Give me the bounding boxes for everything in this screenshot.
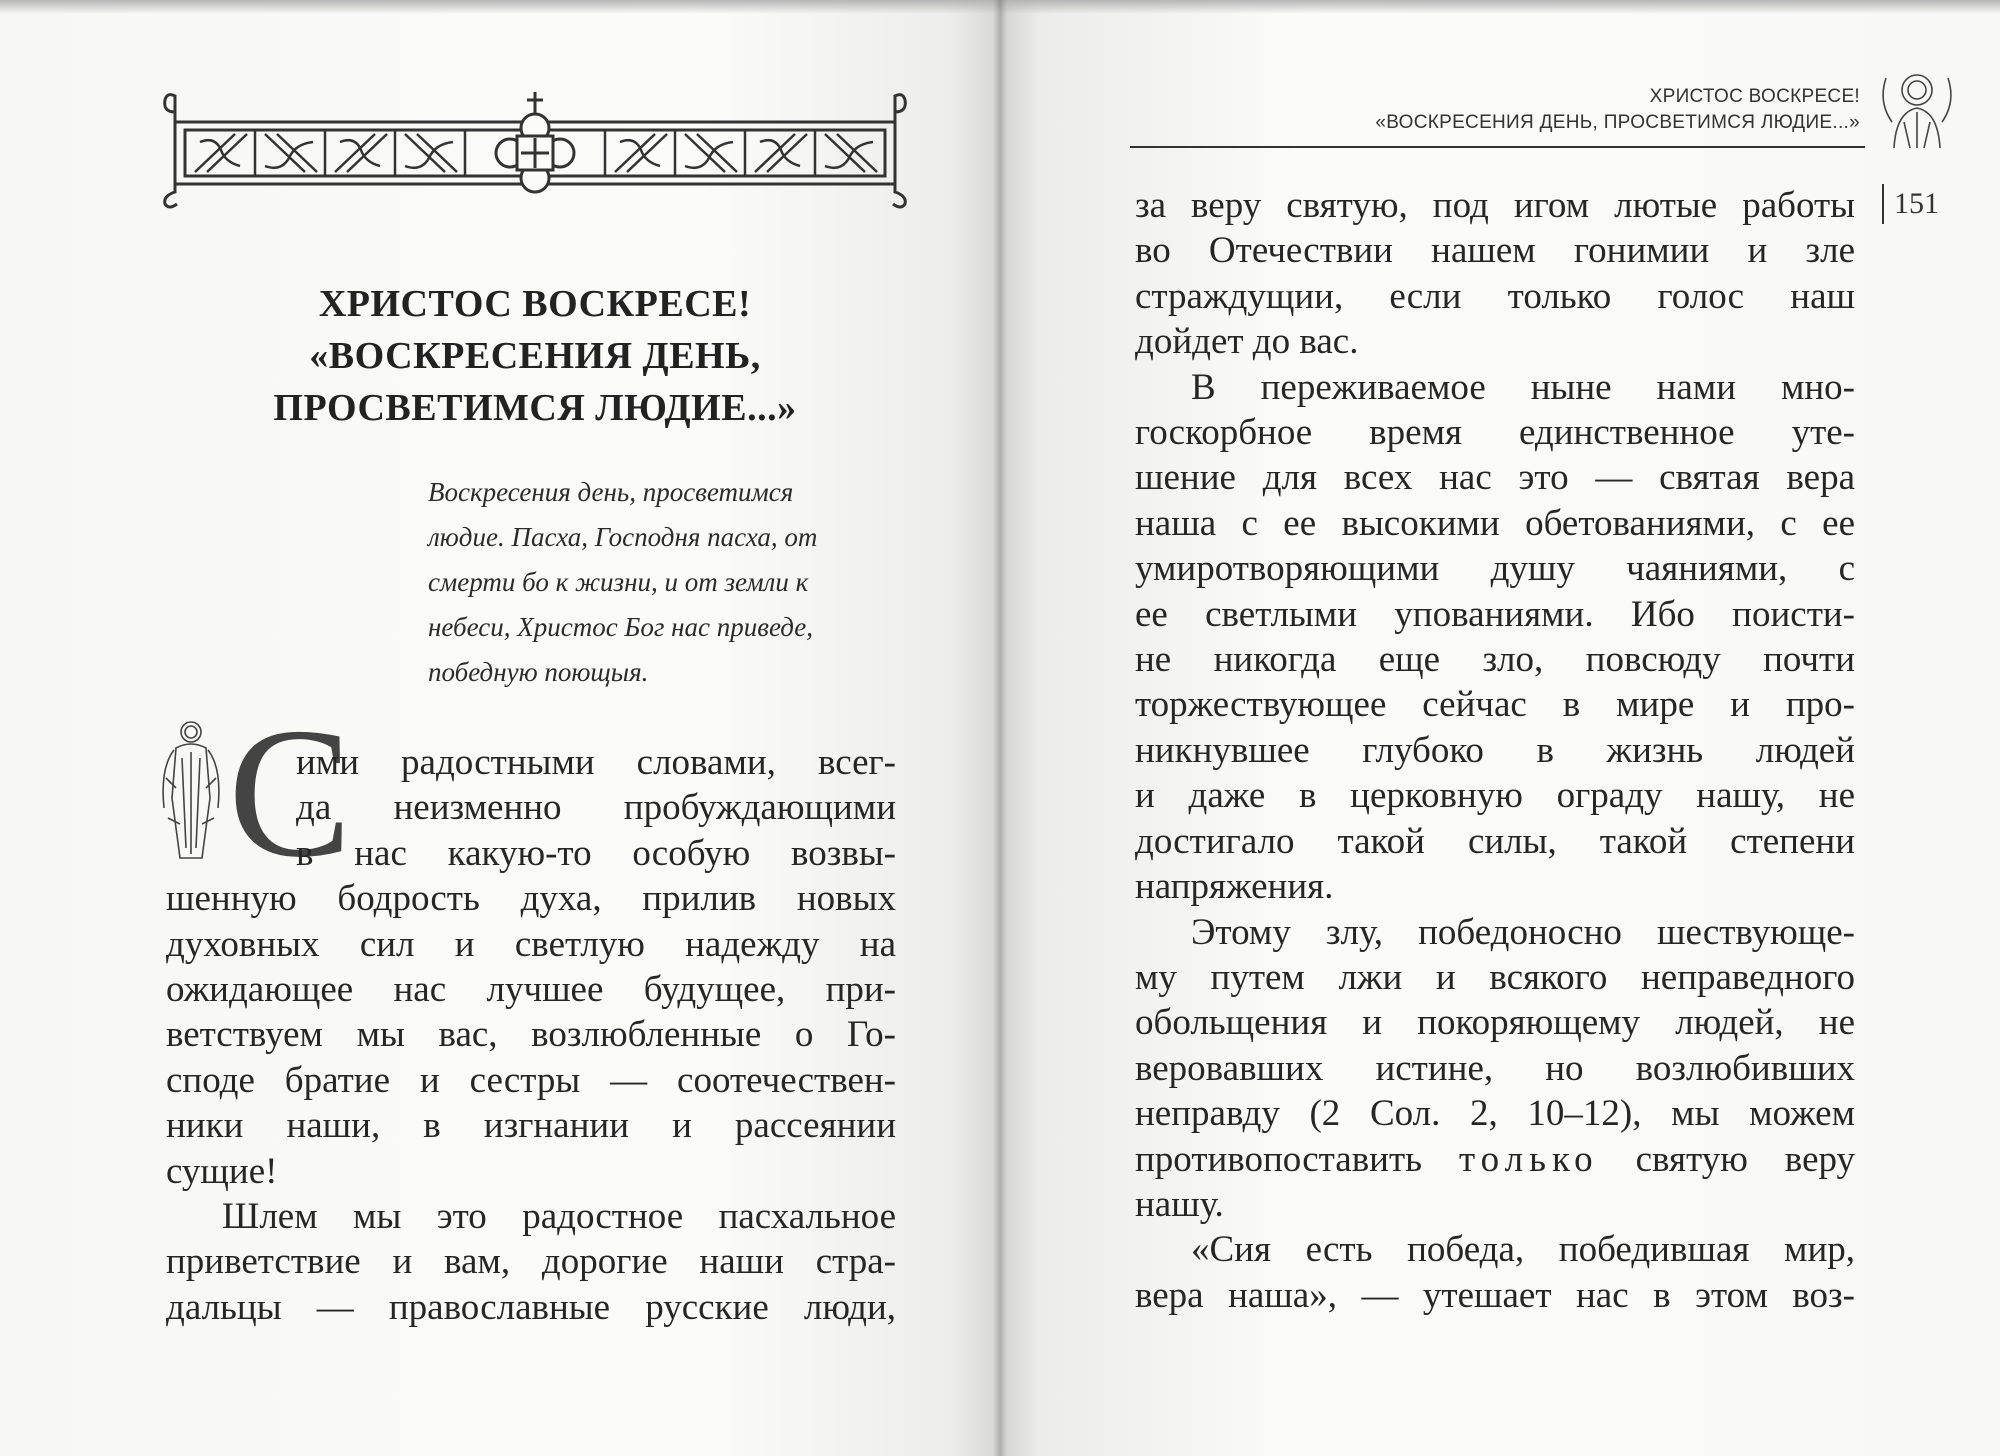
epigraph-line: смерти бо к жизни, и от земли к (428, 567, 809, 597)
text-line: наша с ее высокими обетованиями, с ее (1135, 502, 1855, 544)
text-line: торжествующее сейчас в мире и про- (1135, 684, 1855, 726)
epigraph-line: небеси, Христос Бог нас приведе, (428, 612, 814, 642)
text-segment: святую веру (1635, 1138, 1855, 1180)
text-line: ими радостными словами, всег- (296, 742, 896, 783)
text-line: Этому злу, победоносно шествующе- (1191, 911, 1855, 953)
epigraph (428, 470, 898, 695)
right-body-text (1135, 183, 1855, 1318)
title-line: ХРИСТОС ВОСКРЕСЕ! (318, 283, 752, 325)
text-line: веровавших истине, но возлюбивших (1135, 1047, 1855, 1089)
text-line: му путем лжи и всякого неправедного (1135, 956, 1855, 998)
running-head-line: «ВОСКРЕСЕНИЯ ДЕНЬ, ПРОСВЕТИМСЯ ЛЮДИЕ...» (1375, 112, 1860, 133)
text-line: споде братие и сестры — соотечествен- (166, 1059, 896, 1101)
page-number: 151 (1882, 184, 1939, 224)
text-line: и даже в церковную ограду нашу, не (1135, 775, 1855, 817)
spaced-word: только (1458, 1138, 1599, 1180)
header-rule (1130, 146, 1865, 148)
book-gutter (993, 0, 1007, 1456)
running-head-line: ХРИСТОС ВОСКРЕСЕ! (1649, 86, 1860, 107)
text-line: Шлем мы это радостное пасхальное (222, 1196, 896, 1238)
text-line-spaced (1135, 1137, 1855, 1182)
text-line: нашу. (1135, 1183, 1224, 1225)
angel-head-icon (1874, 62, 1960, 148)
text-line: дойдет до вас. (1135, 321, 1359, 363)
text-line: никнувшее глубоко в жизнь людей (1135, 729, 1855, 771)
text-line: в нас какую-то особую возвы- (296, 832, 896, 874)
epigraph-line: Воскресения день, просветимся (428, 477, 794, 507)
text-segment: противопоставить (1135, 1138, 1423, 1180)
text-line: дальцы — православные русские люди, (166, 1286, 896, 1328)
text-line: за веру святую, под игом лютые работы (1135, 185, 1855, 226)
text-line: обольщения и покоряющему людей, не (1135, 1002, 1855, 1044)
epigraph-line: людие. Пасха, Господня пасха, от (428, 522, 818, 552)
text-line: госкорбное время единственное уте- (1135, 412, 1855, 454)
ornamental-headpiece-icon (155, 92, 915, 212)
text-line: ожидающее нас лучшее будущее, при- (166, 969, 896, 1011)
text-line: напряжения. (1135, 866, 1334, 908)
text-line: достигало такой силы, такой степени (1135, 820, 1855, 862)
text-line: не никогда еще зло, повсюду почти (1135, 639, 1855, 681)
text-line: страждущии, если только голос наш (1135, 275, 1855, 317)
text-line: В переживаемое ныне нами мно- (1191, 366, 1855, 408)
text-line: духовных сил и светлую надежду на (166, 923, 896, 965)
text-line: да неизменно пробуждающими (296, 787, 896, 829)
text-line: во Отечествии нашем гонимии и зле (1135, 230, 1855, 272)
title-line: ПРОСВЕТИМСЯ ЛЮДИЕ...» (273, 387, 797, 429)
text-line: умиротворяющими душу чаяниями, с (1135, 548, 1855, 590)
chapter-title (160, 278, 910, 434)
title-line: «ВОСКРЕСЕНИЯ ДЕНЬ, (309, 335, 761, 377)
drop-cap: С (228, 690, 353, 896)
epigraph-line: победную поющыя. (428, 657, 649, 687)
text-line: вера наша», — утешает нас в этом воз- (1135, 1274, 1855, 1316)
text-line: ее светлыми упованиями. Ибо поисти- (1135, 593, 1855, 635)
running-head (1120, 84, 1860, 136)
text-line: «Сия есть победа, победившая мир, (1191, 1229, 1855, 1271)
text-line: сущие! (166, 1150, 278, 1192)
left-body-text (166, 740, 896, 1330)
text-line: приветствие и вам, дорогие наши стра- (166, 1241, 896, 1283)
text-line: шенную бодрость духа, прилив новых (166, 878, 896, 920)
text-line: шение для всех нас это — святая вера (1135, 457, 1855, 499)
text-line: неправду (2 Сол. 2, 10–12), мы можем (1135, 1093, 1855, 1135)
text-line: ники наши, в изгнании и рассеянии (166, 1105, 896, 1147)
text-line: ветствуем мы вас, возлюбленные о Го- (166, 1014, 896, 1056)
